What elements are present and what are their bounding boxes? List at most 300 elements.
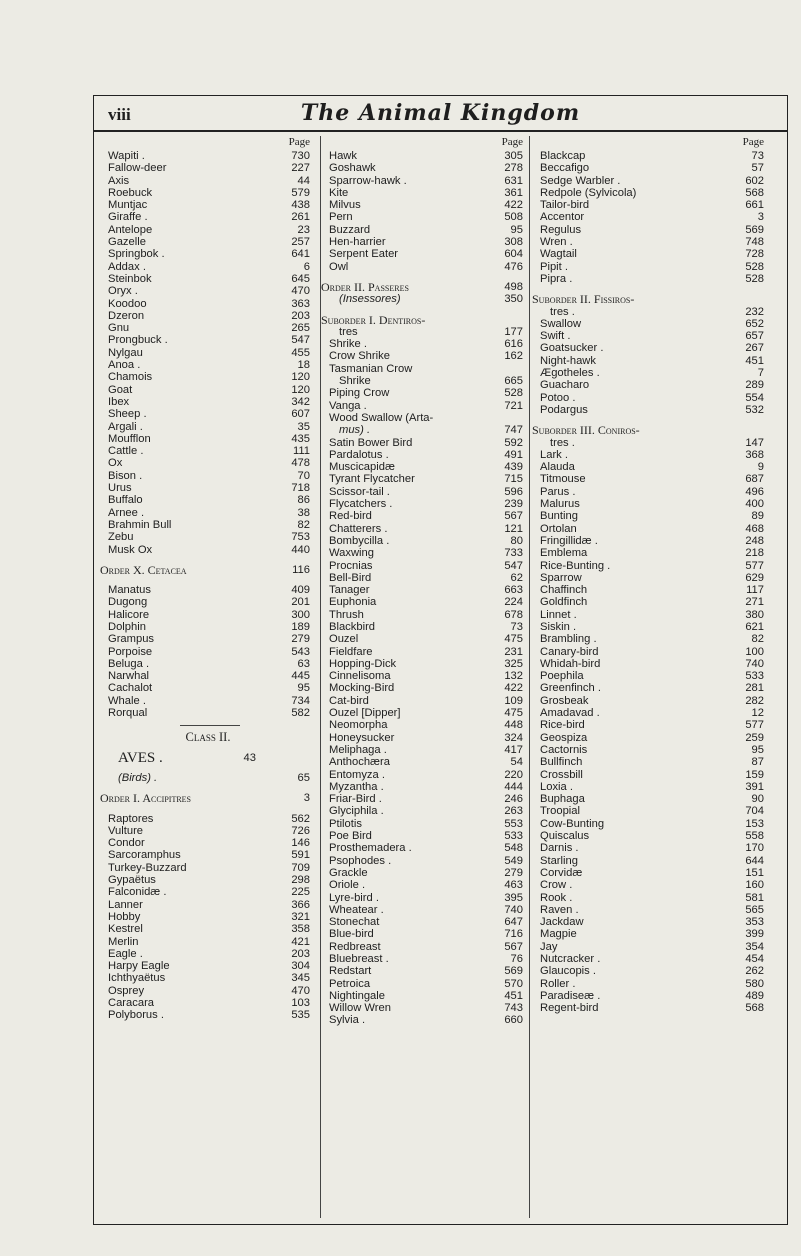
entry-page: 577 bbox=[745, 719, 764, 732]
entry-name: Zebu bbox=[108, 531, 134, 544]
entry-name: Pipra . bbox=[540, 272, 573, 285]
index-entry bbox=[100, 670, 316, 682]
entry-name: Loxia . bbox=[540, 780, 573, 793]
entry-page: 421 bbox=[291, 935, 310, 948]
index-entry bbox=[321, 892, 529, 904]
entry-page: 660 bbox=[504, 1014, 523, 1027]
index-entry bbox=[100, 396, 316, 408]
entry-name: Cattle . bbox=[108, 445, 144, 458]
index-entry bbox=[532, 609, 770, 621]
entry-page: 259 bbox=[745, 731, 764, 744]
index-entry bbox=[321, 248, 529, 260]
index-entry bbox=[321, 523, 529, 535]
entry-name: Shrike bbox=[339, 375, 371, 388]
index-entry bbox=[100, 749, 316, 766]
entry-name: Harpy Eagle bbox=[108, 960, 170, 973]
entry-page: 577 bbox=[745, 559, 764, 572]
page-heading: Page bbox=[501, 136, 523, 148]
index-column-1 bbox=[100, 136, 316, 1218]
index-entry bbox=[100, 150, 316, 162]
entry-name: Bluebreast . bbox=[329, 953, 389, 965]
entry-page: 350 bbox=[504, 293, 523, 306]
entry-name: Gnu bbox=[108, 322, 130, 335]
entry-name: Tasmanian Crow bbox=[329, 362, 413, 375]
entry-name: Hopping-Dick bbox=[329, 657, 397, 670]
index-entry bbox=[532, 379, 770, 391]
entry-page: 189 bbox=[291, 620, 310, 633]
index-entry bbox=[321, 732, 529, 744]
entry-page: 663 bbox=[504, 584, 523, 597]
entry-page: 553 bbox=[504, 817, 523, 830]
entry-name: Piping Crow bbox=[329, 387, 390, 400]
entry-page: 3 bbox=[757, 211, 764, 224]
entry-name: Paradiseæ . bbox=[540, 989, 601, 1002]
entry-page: 248 bbox=[745, 534, 764, 547]
entry-name: Ortolan bbox=[540, 522, 577, 535]
index-entry bbox=[321, 1014, 529, 1026]
entry-name: Sheep . bbox=[108, 408, 147, 421]
index-entry bbox=[532, 461, 770, 473]
entry-name: Rorqual bbox=[108, 707, 148, 720]
entry-name: Darnis . bbox=[540, 842, 579, 855]
index-entry bbox=[532, 199, 770, 211]
index-entry bbox=[100, 445, 316, 457]
entry-page: 715 bbox=[504, 473, 523, 486]
entry-name: Nutcracker . bbox=[540, 953, 601, 965]
entry-page: 448 bbox=[504, 719, 523, 732]
index-entry bbox=[532, 523, 770, 535]
entry-name: Ox bbox=[108, 457, 123, 470]
entry-page: 95 bbox=[751, 743, 764, 756]
entry-page: 451 bbox=[504, 989, 523, 1002]
index-entry bbox=[532, 261, 770, 273]
index-entry bbox=[532, 560, 770, 572]
entry-name: Bunting bbox=[540, 510, 578, 523]
entry-name: Argali . bbox=[108, 420, 143, 433]
entry-name: tres . bbox=[550, 436, 575, 449]
entry-name: mus) . bbox=[339, 424, 371, 437]
entry-name: Glaucopis . bbox=[540, 965, 596, 978]
entry-name: Narwhal bbox=[108, 670, 150, 683]
entry-name: Redstart bbox=[329, 965, 372, 978]
entry-name: Chatterers . bbox=[329, 522, 388, 535]
index-entry bbox=[532, 404, 770, 416]
index-entry bbox=[532, 355, 770, 367]
entry-name: Ouzel bbox=[329, 633, 359, 646]
page-frame bbox=[93, 95, 788, 1225]
entry-name: Stonechat bbox=[329, 916, 380, 929]
index-entry bbox=[532, 744, 770, 756]
entry-name: Serpent Eater bbox=[329, 248, 399, 261]
entry-name: Swift . bbox=[540, 330, 571, 343]
entry-name: Brahmin Bull bbox=[108, 518, 172, 531]
entry-name: Buphaga bbox=[540, 793, 585, 806]
entry-page: 602 bbox=[745, 174, 764, 187]
entry-page: 496 bbox=[745, 485, 764, 498]
entry-page: 743 bbox=[504, 1002, 523, 1015]
entry-name: Potoo . bbox=[540, 391, 576, 404]
entry-page: 718 bbox=[291, 482, 310, 495]
entry-page: 704 bbox=[745, 805, 764, 818]
entry-name: Suborder I. Dentiros- bbox=[321, 312, 426, 327]
entry-name: Corvidæ bbox=[540, 866, 583, 879]
entry-page: 645 bbox=[291, 272, 310, 285]
entry-page: 533 bbox=[745, 670, 764, 683]
entry-name: Caracara bbox=[108, 997, 155, 1009]
entry-page: 153 bbox=[745, 817, 764, 830]
entry-name: Regulus bbox=[540, 223, 582, 236]
entry-name: Waxwing bbox=[329, 547, 374, 560]
entry-page: 641 bbox=[291, 248, 310, 261]
index-entry bbox=[321, 769, 529, 781]
entry-page: 170 bbox=[745, 842, 764, 855]
index-entry bbox=[321, 818, 529, 830]
index-entry bbox=[532, 510, 770, 522]
entry-name: Order X. Cetacea bbox=[100, 562, 187, 577]
entry-name: Jackdaw bbox=[540, 916, 584, 929]
entry-name: Goat bbox=[108, 383, 133, 396]
entry-page: 549 bbox=[504, 854, 523, 867]
entry-page: 543 bbox=[291, 645, 310, 658]
index-entry bbox=[532, 535, 770, 547]
index-entry bbox=[321, 400, 529, 412]
entry-page: 262 bbox=[745, 965, 764, 978]
index-heading bbox=[100, 564, 316, 576]
entry-page: 117 bbox=[746, 584, 764, 597]
entry-page: 535 bbox=[291, 1009, 310, 1022]
entry-page: 227 bbox=[291, 162, 310, 175]
entry-name: Bullfinch bbox=[540, 756, 583, 769]
index-entry bbox=[321, 199, 529, 211]
entry-name: Wren . bbox=[540, 236, 573, 249]
entry-page: 231 bbox=[504, 645, 523, 658]
entry-page: 321 bbox=[291, 910, 310, 923]
entry-name: Shrike . bbox=[329, 338, 367, 351]
entry-page: 400 bbox=[745, 498, 764, 511]
index-entry bbox=[532, 187, 770, 199]
index-entry bbox=[321, 855, 529, 867]
entry-name: Linnet . bbox=[540, 608, 577, 621]
entry-page: 528 bbox=[745, 260, 764, 273]
index-entry bbox=[532, 547, 770, 559]
entry-name: Lanner bbox=[108, 898, 143, 911]
index-entry bbox=[321, 658, 529, 670]
entry-name: Raptores bbox=[108, 812, 154, 825]
entry-name: Addax . bbox=[108, 260, 146, 273]
entry-page: 547 bbox=[291, 334, 310, 347]
entry-page: 44 bbox=[297, 174, 310, 187]
entry-name: Buffalo bbox=[108, 494, 143, 507]
entry-name: Owl bbox=[329, 260, 349, 273]
entry-name: Chamois bbox=[108, 371, 153, 384]
index-entry bbox=[532, 473, 770, 485]
entry-name: Gypaëtus bbox=[108, 874, 156, 887]
entry-page: 568 bbox=[745, 1002, 764, 1015]
entry-page: 80 bbox=[510, 534, 523, 547]
entry-page: 65 bbox=[297, 771, 310, 784]
index-entry bbox=[100, 596, 316, 608]
entry-name: Fringillidæ . bbox=[540, 534, 598, 547]
index-entry bbox=[321, 756, 529, 768]
entry-page: 440 bbox=[291, 543, 310, 556]
entry-page: 271 bbox=[745, 596, 764, 609]
entry-name: Cat-bird bbox=[329, 694, 369, 707]
entry-name: Sparrow-hawk . bbox=[329, 174, 407, 187]
entry-name: Ptilotis bbox=[329, 817, 362, 830]
entry-page: 726 bbox=[291, 824, 310, 837]
entry-page: 721 bbox=[504, 399, 523, 412]
index-entry bbox=[100, 849, 316, 861]
entry-page: 278 bbox=[504, 162, 523, 175]
entry-page: 616 bbox=[504, 338, 523, 351]
entry-name: Beccafigo bbox=[540, 162, 590, 175]
entry-name: Blackcap bbox=[540, 150, 586, 162]
entry-name: Psophodes . bbox=[329, 854, 392, 867]
entry-name: Meliphaga . bbox=[329, 743, 387, 756]
index-entry bbox=[321, 744, 529, 756]
entry-page: 621 bbox=[745, 620, 764, 633]
index-entry bbox=[532, 855, 770, 867]
entry-page: 368 bbox=[745, 448, 764, 461]
index-entry bbox=[100, 408, 316, 420]
entry-name: Raven . bbox=[540, 903, 579, 916]
entry-name: Fallow-deer bbox=[108, 162, 167, 175]
entry-page: 177 bbox=[504, 325, 523, 338]
entry-page: 232 bbox=[745, 305, 764, 318]
index-entry bbox=[100, 494, 316, 506]
index-entry bbox=[321, 473, 529, 485]
index-entry bbox=[532, 830, 770, 842]
entry-name: Grosbeak bbox=[540, 694, 589, 707]
index-entry bbox=[532, 756, 770, 768]
entry-page: 468 bbox=[745, 522, 764, 535]
entry-page: 591 bbox=[291, 849, 310, 862]
entry-page: 7 bbox=[757, 367, 764, 380]
entry-page: 87 bbox=[751, 756, 764, 769]
entry-page: 470 bbox=[291, 285, 310, 298]
index-entry bbox=[532, 990, 770, 1002]
entry-page: 455 bbox=[291, 346, 310, 359]
entry-name: Blue-bird bbox=[329, 928, 374, 941]
entry-page: 116 bbox=[292, 563, 310, 576]
index-entry bbox=[321, 867, 529, 879]
entry-page: 570 bbox=[504, 977, 523, 990]
index-entry bbox=[100, 211, 316, 223]
entry-page: 224 bbox=[504, 596, 523, 609]
index-entry bbox=[532, 805, 770, 817]
entry-page: 18 bbox=[297, 359, 310, 372]
index-entry bbox=[321, 236, 529, 248]
entry-page: 111 bbox=[292, 445, 310, 458]
entry-page: 162 bbox=[504, 350, 523, 363]
index-entry bbox=[532, 342, 770, 354]
entry-page: 3 bbox=[303, 792, 310, 805]
index-entry bbox=[100, 825, 316, 837]
entry-page: 325 bbox=[504, 657, 523, 670]
entry-page: 734 bbox=[291, 694, 310, 707]
entry-name: Goshawk bbox=[329, 162, 376, 175]
entry-name: Siskin . bbox=[540, 620, 577, 633]
entry-name: Euphonia bbox=[329, 596, 377, 609]
entry-name: Cow-Bunting bbox=[540, 817, 605, 830]
entry-page: 86 bbox=[297, 494, 310, 507]
entry-name: Tyrant Flycatcher bbox=[329, 473, 415, 486]
entry-name: Giraffe . bbox=[108, 211, 148, 224]
index-entry bbox=[321, 842, 529, 854]
index-entry bbox=[100, 236, 316, 248]
entry-name: Polyborus . bbox=[108, 1009, 164, 1022]
entry-name: Pipit . bbox=[540, 260, 568, 273]
index-entry bbox=[321, 695, 529, 707]
entry-name: Chaffinch bbox=[540, 584, 588, 597]
index-entry bbox=[321, 498, 529, 510]
entry-name: Arnee . bbox=[108, 506, 145, 519]
index-entry bbox=[100, 507, 316, 519]
index-entry bbox=[321, 916, 529, 928]
index-entry bbox=[532, 719, 770, 731]
entry-name: Dolphin bbox=[108, 620, 146, 633]
index-entry bbox=[321, 978, 529, 990]
entry-name: Starling bbox=[540, 854, 578, 867]
entry-page: 579 bbox=[291, 186, 310, 199]
entry-name: Rice-Bunting . bbox=[540, 559, 611, 572]
index-entry bbox=[321, 928, 529, 940]
entry-page: 70 bbox=[297, 469, 310, 482]
index-entry bbox=[532, 904, 770, 916]
entry-name: Whidah-bird bbox=[540, 657, 601, 670]
entry-page: 568 bbox=[745, 186, 764, 199]
spacer bbox=[100, 576, 316, 584]
index-entry bbox=[321, 461, 529, 473]
index-entry bbox=[321, 719, 529, 731]
entry-name: Honeysucker bbox=[329, 731, 395, 744]
index-entry bbox=[100, 609, 316, 621]
index-entry bbox=[321, 781, 529, 793]
entry-page: 478 bbox=[291, 457, 310, 470]
index-entry bbox=[100, 731, 316, 743]
entry-page: 54 bbox=[510, 756, 523, 769]
entry-name: (Birds) . bbox=[118, 771, 158, 784]
entry-page: 687 bbox=[745, 473, 764, 486]
index-heading bbox=[532, 424, 770, 436]
index-entry bbox=[532, 150, 770, 162]
entry-page: 554 bbox=[745, 391, 764, 404]
page-number: viii bbox=[108, 105, 131, 124]
entry-name: Redpole (Sylvicola) bbox=[540, 186, 637, 199]
index-entry bbox=[100, 886, 316, 898]
entry-name: Malurus bbox=[540, 498, 580, 511]
entry-name: Roebuck bbox=[108, 186, 153, 199]
entry-name: Guacharo bbox=[540, 379, 590, 392]
entry-name: Suborder II. Fissiros- bbox=[532, 292, 635, 307]
entry-page: 753 bbox=[291, 531, 310, 544]
entry-name: Swallow bbox=[540, 317, 582, 330]
entry-name: Titmouse bbox=[540, 473, 586, 486]
index-entry bbox=[321, 350, 529, 362]
index-entry bbox=[532, 879, 770, 891]
entry-page: 508 bbox=[504, 211, 523, 224]
index-entry bbox=[532, 732, 770, 744]
entry-name: Condor bbox=[108, 837, 145, 850]
entry-name: Lark . bbox=[540, 448, 568, 461]
entry-name: Canary-bird bbox=[540, 645, 599, 658]
index-entry bbox=[321, 293, 529, 305]
index-entry bbox=[532, 211, 770, 223]
entry-page: 558 bbox=[745, 830, 764, 843]
index-entry bbox=[321, 326, 529, 338]
entry-page: 444 bbox=[504, 780, 523, 793]
entry-name: Fieldfare bbox=[329, 645, 373, 658]
spacer bbox=[100, 805, 316, 813]
entry-name: Kite bbox=[329, 186, 349, 199]
entry-page: 9 bbox=[757, 461, 764, 474]
index-entry bbox=[100, 646, 316, 658]
entry-page: 342 bbox=[291, 395, 310, 408]
entry-name: Rook . bbox=[540, 891, 573, 904]
entry-name: Oryx . bbox=[108, 285, 138, 298]
entry-page: 532 bbox=[745, 403, 764, 416]
entry-name: Regent-bird bbox=[540, 1002, 599, 1015]
entry-page: 592 bbox=[504, 436, 523, 449]
index-entry bbox=[100, 682, 316, 694]
entry-page: 73 bbox=[751, 150, 764, 162]
entry-name: Springbok . bbox=[108, 248, 165, 261]
index-entry bbox=[100, 544, 316, 556]
entry-name: Rice-bird bbox=[540, 719, 585, 732]
entry-name: Gazelle bbox=[108, 236, 146, 249]
index-entry bbox=[100, 421, 316, 433]
entry-name: Goldfinch bbox=[540, 596, 588, 609]
entry-name: Redbreast bbox=[329, 940, 381, 953]
index-entry bbox=[100, 248, 316, 260]
entry-name: Oriole . bbox=[329, 879, 366, 892]
entry-page: 90 bbox=[751, 793, 764, 806]
index-entry bbox=[532, 498, 770, 510]
index-entry bbox=[532, 584, 770, 596]
entry-name: Falconidæ . bbox=[108, 886, 167, 899]
entry-page: 151 bbox=[745, 866, 764, 879]
entry-page: 728 bbox=[745, 248, 764, 261]
entry-page: 422 bbox=[504, 199, 523, 212]
entry-page: 12 bbox=[751, 707, 764, 720]
index-entry bbox=[100, 899, 316, 911]
entry-name: Antelope bbox=[108, 223, 153, 236]
index-entry bbox=[532, 306, 770, 318]
entry-page: 733 bbox=[504, 547, 523, 560]
entry-name: Pern bbox=[329, 211, 353, 224]
index-entry bbox=[321, 187, 529, 199]
entry-name: Tailor-bird bbox=[540, 199, 590, 212]
entry-page: 475 bbox=[504, 633, 523, 646]
entry-name: Crow Shrike bbox=[329, 350, 390, 363]
entry-name: Willow Wren bbox=[329, 1002, 391, 1015]
entry-name: Sedge Warbler . bbox=[540, 174, 621, 187]
entry-name: Myzantha . bbox=[329, 780, 384, 793]
index-entry bbox=[321, 387, 529, 399]
entry-name: Jay bbox=[540, 940, 558, 953]
entry-page: 147 bbox=[745, 436, 764, 449]
entry-name: Cinnelisoma bbox=[329, 670, 391, 683]
entry-page: 279 bbox=[504, 866, 523, 879]
entry-page: 596 bbox=[504, 485, 523, 498]
index-entry bbox=[321, 150, 529, 162]
entry-page: 476 bbox=[504, 260, 523, 273]
entry-name: Entomyza . bbox=[329, 768, 385, 781]
entry-page: 730 bbox=[291, 150, 310, 162]
entry-page: 43 bbox=[243, 751, 256, 764]
entry-page: 363 bbox=[291, 297, 310, 310]
entry-name: Anthochæra bbox=[329, 756, 390, 769]
